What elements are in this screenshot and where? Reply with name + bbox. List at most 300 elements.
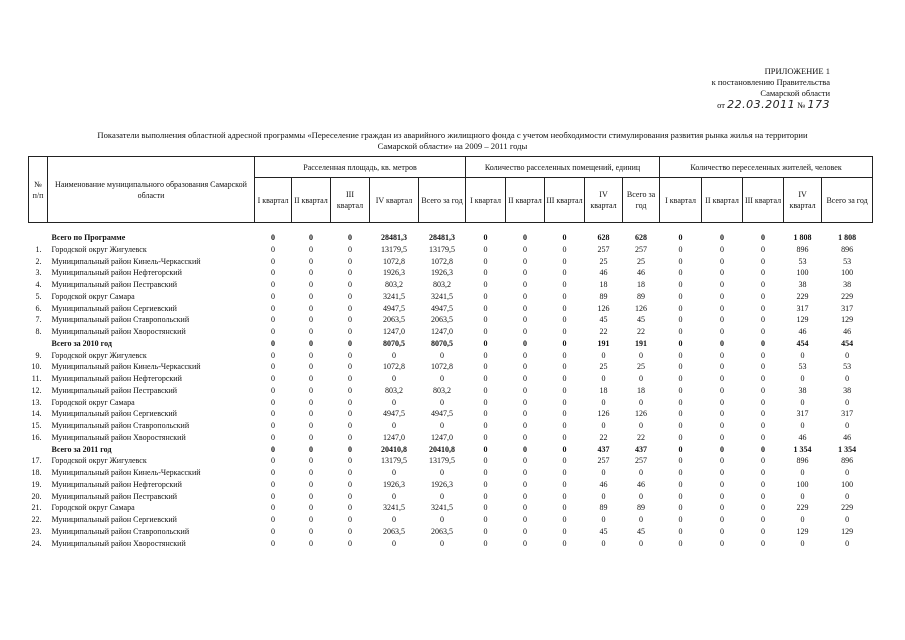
header-g1-col-1: I квартал (255, 178, 292, 223)
value-cell: 0 (720, 491, 725, 501)
value-cell: 0 (523, 374, 528, 383)
row-number: 16. (31, 432, 42, 442)
value-cell: 0 (601, 468, 606, 477)
value-cell: 0 (440, 515, 445, 524)
value-cell: 25 (599, 256, 608, 266)
value-cell: 257 (635, 244, 648, 254)
value-cell: 0 (271, 268, 275, 278)
value-cell: 0 (720, 244, 725, 254)
value-cell: 0 (761, 456, 766, 466)
value-cell: 53 (843, 256, 852, 266)
value-cell: 0 (392, 350, 396, 360)
value-cell: 46 (843, 432, 852, 442)
value-cell: 0 (309, 503, 313, 513)
value-cell: 0 (523, 397, 528, 407)
value-cell: 0 (483, 515, 488, 524)
value-cell: 0 (440, 468, 445, 477)
municipality-name: Муниципальный район Ставропольский (51, 526, 190, 536)
value-cell: 0 (271, 468, 275, 477)
value-cell: 0 (761, 444, 766, 454)
value-cell: 0 (761, 315, 766, 325)
municipality-name: Муниципальный район Нефтегорский (51, 374, 182, 383)
value-cell: 0 (639, 538, 644, 548)
value-cell: 0 (271, 350, 275, 360)
value-cell: 0 (483, 526, 488, 536)
value-cell: 53 (798, 362, 807, 372)
row-number: 3. (35, 268, 42, 278)
value-cell: 0 (483, 268, 488, 278)
value-cell: 0 (845, 350, 850, 360)
row-number: 14. (31, 409, 42, 419)
date-prefix: от (717, 100, 726, 110)
table-row (29, 397, 873, 409)
value-cell: 0 (523, 479, 528, 489)
value-cell: 0 (348, 338, 352, 348)
value-cell: 0 (309, 409, 313, 419)
row-number (29, 338, 48, 350)
value-cell: 628 (597, 233, 610, 242)
value-cell: 0 (639, 397, 644, 407)
row-number: 5. (35, 291, 42, 301)
value-cell: 28481,3 (429, 233, 456, 242)
header-g3-col-3: III квартал (743, 178, 784, 223)
value-cell: 13179,5 (381, 244, 407, 254)
municipality-name: Городской округ Самара (51, 291, 135, 301)
value-cell: 0 (309, 362, 313, 372)
value-cell: 0 (348, 526, 352, 536)
value-cell: 0 (562, 515, 567, 524)
row-number: 19. (31, 479, 42, 489)
value-cell: 0 (562, 444, 567, 454)
value-cell: 896 (796, 456, 809, 466)
value-cell: 0 (761, 291, 766, 301)
value-cell: 0 (845, 468, 850, 477)
municipality-name: Муниципальный район Сергиевский (51, 515, 177, 524)
value-cell: 0 (720, 421, 725, 430)
row-number: 9. (35, 350, 42, 360)
value-cell: 0 (800, 491, 805, 501)
value-cell: 0 (523, 503, 528, 513)
table-row (29, 514, 873, 526)
value-cell: 0 (271, 233, 275, 242)
row-number: 15. (31, 421, 42, 430)
value-cell: 0 (845, 515, 850, 524)
value-cell: 0 (720, 479, 725, 489)
value-cell: 0 (523, 432, 528, 442)
value-cell: 3241,5 (383, 291, 405, 301)
value-cell: 38 (798, 280, 807, 289)
value-cell: 0 (678, 291, 683, 301)
number-prefix: № (797, 100, 806, 110)
value-cell: 0 (720, 362, 725, 372)
value-cell: 0 (483, 385, 488, 395)
value-cell: 100 (796, 479, 809, 489)
value-cell: 0 (639, 374, 644, 383)
title-line-2: Самарской области» на 2009 – 2011 годы (377, 141, 528, 151)
value-cell: 0 (720, 526, 725, 536)
value-cell: 0 (483, 291, 488, 301)
value-cell: 0 (271, 338, 275, 348)
value-cell: 0 (271, 385, 275, 395)
value-cell: 0 (440, 374, 445, 383)
value-cell: 0 (678, 385, 683, 395)
value-cell: 0 (309, 268, 313, 278)
value-cell: 0 (678, 432, 683, 442)
value-cell: 0 (678, 397, 683, 407)
value-cell: 0 (348, 374, 352, 383)
value-cell: 0 (761, 503, 766, 513)
value-cell: 0 (309, 315, 313, 325)
value-cell: 0 (483, 303, 488, 313)
value-cell: 22 (637, 432, 646, 442)
value-cell: 0 (309, 303, 313, 313)
value-cell: 229 (841, 291, 854, 301)
value-cell: 317 (796, 303, 809, 313)
value-cell: 0 (562, 526, 567, 536)
value-cell: 129 (841, 315, 854, 325)
value-cell: 0 (761, 397, 766, 407)
value-cell: 0 (483, 444, 488, 454)
value-cell: 18 (599, 280, 608, 289)
value-cell: 0 (392, 374, 396, 383)
table-row (29, 326, 873, 338)
value-cell: 0 (720, 291, 725, 301)
value-cell: 1247,0 (383, 432, 405, 442)
value-cell: 0 (678, 350, 683, 360)
row-number: 11. (31, 374, 42, 383)
value-cell: 0 (678, 538, 683, 548)
value-cell: 0 (348, 409, 352, 419)
row-number: 18. (31, 468, 42, 477)
value-cell: 0 (392, 538, 396, 548)
header-area-group: Расселенная площадь, кв. метров (255, 157, 466, 178)
value-cell: 25 (637, 362, 646, 372)
value-cell: 0 (271, 409, 275, 419)
value-cell: 0 (309, 350, 313, 360)
municipality-name: Городской округ Самара (51, 503, 135, 513)
value-cell: 1072,8 (431, 362, 454, 372)
value-cell: 0 (348, 479, 352, 489)
municipality-name: Муниципальный район Ставропольский (51, 315, 190, 325)
value-cell: 1 354 (838, 444, 857, 454)
value-cell: 454 (841, 338, 854, 348)
municipality-name: Муниципальный район Хворостянский (51, 432, 186, 442)
value-cell: 0 (483, 456, 488, 466)
value-cell: 0 (761, 233, 766, 242)
value-cell: 0 (562, 456, 567, 466)
value-cell: 0 (761, 385, 766, 395)
value-cell: 89 (599, 503, 608, 513)
table-row (29, 279, 873, 291)
value-cell: 437 (635, 444, 648, 454)
value-cell: 45 (637, 526, 646, 536)
value-cell: 896 (841, 456, 854, 466)
value-cell: 0 (483, 338, 488, 348)
value-cell: 13179,5 (381, 456, 407, 466)
table-body (29, 223, 873, 550)
row-number: 7. (35, 315, 42, 325)
value-cell: 0 (523, 526, 528, 536)
value-cell: 28481,3 (381, 233, 407, 242)
value-cell: 0 (348, 432, 352, 442)
municipality-name: Муниципальный район Сергиевский (51, 303, 177, 313)
value-cell: 0 (720, 538, 725, 548)
value-cell: 0 (523, 291, 528, 301)
header-g3-col-1: I квартал (660, 178, 702, 223)
value-cell: 0 (483, 233, 488, 242)
value-cell: 0 (562, 303, 567, 313)
value-cell: 0 (309, 327, 313, 336)
value-cell: 0 (562, 374, 567, 383)
value-cell: 0 (720, 503, 725, 513)
value-cell: 0 (562, 468, 567, 477)
value-cell: 0 (271, 515, 275, 524)
table-row (29, 408, 873, 420)
value-cell: 0 (392, 515, 396, 524)
value-cell: 0 (483, 374, 488, 383)
value-cell: 0 (761, 409, 766, 419)
value-cell: 13179,5 (429, 456, 456, 466)
value-cell: 0 (761, 538, 766, 548)
value-cell: 0 (845, 491, 850, 501)
value-cell: 46 (599, 268, 608, 278)
value-cell: 2063,5 (383, 315, 405, 325)
value-cell: 0 (392, 397, 396, 407)
value-cell: 0 (761, 338, 766, 348)
value-cell: 0 (562, 256, 567, 266)
value-cell: 46 (637, 479, 646, 489)
value-cell: 45 (599, 526, 608, 536)
value-cell: 0 (483, 432, 488, 442)
handwritten-date: 22.03.2011 (727, 98, 796, 111)
total-row (29, 338, 873, 350)
value-cell: 0 (761, 268, 766, 278)
header-no: № п/п (29, 157, 48, 223)
value-cell: 0 (271, 456, 275, 466)
value-cell: 1926,3 (383, 268, 405, 278)
value-cell: 803,2 (433, 385, 452, 395)
value-cell: 0 (800, 468, 805, 477)
header-residents-group: Количество переселенных жителей, человек (660, 157, 873, 178)
value-cell: 0 (271, 503, 275, 513)
table-row (29, 420, 873, 432)
value-cell: 0 (720, 397, 725, 407)
value-cell: 89 (637, 503, 646, 513)
value-cell: 0 (800, 350, 805, 360)
value-cell: 0 (678, 303, 683, 313)
value-cell: 0 (562, 491, 567, 501)
value-cell: 0 (392, 491, 396, 501)
value-cell: 0 (309, 244, 313, 254)
value-cell: 0 (761, 491, 766, 501)
value-cell: 0 (271, 526, 275, 536)
value-cell: 0 (271, 327, 275, 336)
header-g2-col-2: II квартал (506, 178, 545, 223)
table-row (29, 244, 873, 256)
value-cell: 0 (523, 315, 528, 325)
value-cell: 100 (841, 268, 854, 278)
value-cell: 0 (348, 268, 352, 278)
value-cell: 0 (562, 503, 567, 513)
value-cell: 0 (392, 421, 396, 430)
row-number: 6. (35, 303, 42, 313)
row-number: 17. (31, 456, 42, 466)
value-cell: 0 (309, 233, 313, 242)
value-cell: 0 (348, 291, 352, 301)
value-cell: 46 (843, 327, 852, 336)
value-cell: 0 (523, 244, 528, 254)
value-cell: 257 (597, 456, 610, 466)
value-cell: 0 (562, 432, 567, 442)
value-cell: 0 (800, 374, 805, 383)
value-cell: 0 (678, 503, 683, 513)
value-cell: 0 (562, 233, 567, 242)
value-cell: 0 (845, 421, 850, 430)
row-number: 4. (35, 280, 42, 289)
value-cell: 0 (678, 456, 683, 466)
value-cell: 0 (348, 491, 352, 501)
value-cell: 257 (597, 244, 610, 254)
value-cell: 0 (309, 432, 313, 442)
value-cell: 0 (309, 291, 313, 301)
value-cell: 0 (348, 385, 352, 395)
value-cell: 0 (523, 491, 528, 501)
value-cell: 3241,5 (431, 503, 454, 513)
value-cell: 0 (309, 397, 313, 407)
title-line-1: Показатели выполнения областной адресной программы «Переселение граждан из аварийного жилищного фонда с учетом необходимости стимулирования развития рынка жилья на территории (97, 130, 808, 140)
value-cell: 0 (271, 538, 275, 548)
value-cell: 0 (678, 444, 683, 454)
row-number: 8. (35, 327, 42, 336)
value-cell: 46 (798, 327, 807, 336)
value-cell: 0 (845, 538, 850, 548)
value-cell: 38 (843, 385, 852, 395)
value-cell: 8070,5 (383, 338, 405, 348)
table-row (29, 314, 873, 326)
value-cell: 0 (348, 421, 352, 430)
value-cell: 4947,5 (431, 409, 454, 419)
value-cell: 4947,5 (383, 303, 405, 313)
value-cell: 3241,5 (383, 503, 405, 513)
value-cell: 0 (523, 444, 528, 454)
value-cell: 0 (761, 479, 766, 489)
value-cell: 22 (599, 327, 608, 336)
value-cell: 38 (843, 280, 852, 289)
value-cell: 0 (440, 491, 445, 501)
value-cell: 0 (720, 456, 725, 466)
value-cell: 2063,5 (383, 526, 405, 536)
value-cell: 0 (601, 538, 606, 548)
municipality-name: Муниципальный район Сергиевский (51, 409, 177, 419)
value-cell: 0 (720, 338, 725, 348)
total-row (29, 444, 873, 456)
value-cell: 0 (639, 468, 644, 477)
value-cell: 0 (309, 515, 313, 524)
value-cell: 0 (562, 362, 567, 372)
value-cell: 20410,8 (381, 444, 407, 454)
value-cell: 0 (483, 479, 488, 489)
municipality-name: Муниципальный район Кинель-Черкасский (51, 256, 201, 266)
table-row (29, 385, 873, 397)
table-row (29, 491, 873, 503)
value-cell: 1247,0 (383, 327, 405, 336)
municipality-name: Городской округ Жигулевск (51, 244, 147, 254)
value-cell: 0 (309, 338, 313, 348)
value-cell: 0 (678, 515, 683, 524)
value-cell: 0 (678, 362, 683, 372)
value-cell: 126 (635, 303, 648, 313)
value-cell: 0 (348, 456, 352, 466)
value-cell: 0 (523, 303, 528, 313)
value-cell: 0 (309, 538, 313, 548)
value-cell: 1072,8 (383, 362, 405, 372)
value-cell: 0 (601, 491, 606, 501)
value-cell: 0 (720, 280, 725, 289)
value-cell: 0 (309, 385, 313, 395)
value-cell: 0 (678, 315, 683, 325)
value-cell: 0 (523, 268, 528, 278)
table-row (29, 467, 873, 479)
value-cell: 803,2 (385, 280, 403, 289)
value-cell: 0 (271, 491, 275, 501)
value-cell: 0 (720, 515, 725, 524)
value-cell: 0 (562, 338, 567, 348)
value-cell: 46 (637, 268, 646, 278)
value-cell: 0 (348, 256, 352, 266)
value-cell: 0 (761, 374, 766, 383)
value-cell: 46 (798, 432, 807, 442)
header-premises-group: Количество расселенных помещений, единиц (466, 157, 660, 178)
value-cell: 0 (348, 468, 352, 477)
value-cell: 1926,3 (431, 479, 454, 489)
header-g1-col-4: IV квартал (370, 178, 419, 223)
table-row (29, 526, 873, 538)
total-row (29, 232, 873, 244)
appendix-block (712, 66, 830, 111)
value-cell: 0 (562, 291, 567, 301)
value-cell: 0 (678, 338, 683, 348)
row-number (29, 444, 48, 456)
header-g3-col-4: IV квартал (784, 178, 822, 223)
value-cell: 22 (599, 432, 608, 442)
value-cell: 0 (761, 526, 766, 536)
value-cell: 454 (796, 338, 809, 348)
value-cell: 0 (271, 444, 275, 454)
value-cell: 1 808 (793, 233, 812, 242)
value-cell: 0 (271, 397, 275, 407)
value-cell: 437 (597, 444, 610, 454)
value-cell: 0 (309, 374, 313, 383)
appendix-title: ПРИЛОЖЕНИЕ 1 (764, 66, 830, 76)
value-cell: 0 (678, 491, 683, 501)
value-cell: 0 (523, 362, 528, 372)
value-cell: 0 (761, 303, 766, 313)
document-title (30, 130, 875, 152)
value-cell: 0 (761, 515, 766, 524)
row-number: 2. (35, 256, 42, 266)
value-cell: 22 (637, 327, 646, 336)
row-number: 20. (31, 491, 42, 501)
value-cell: 0 (309, 280, 313, 289)
value-cell: 0 (523, 338, 528, 348)
value-cell: 0 (720, 432, 725, 442)
value-cell: 0 (720, 233, 725, 242)
value-cell: 46 (599, 479, 608, 489)
value-cell: 53 (843, 362, 852, 372)
value-cell: 0 (483, 256, 488, 266)
value-cell: 0 (562, 538, 567, 548)
value-cell: 0 (761, 468, 766, 477)
